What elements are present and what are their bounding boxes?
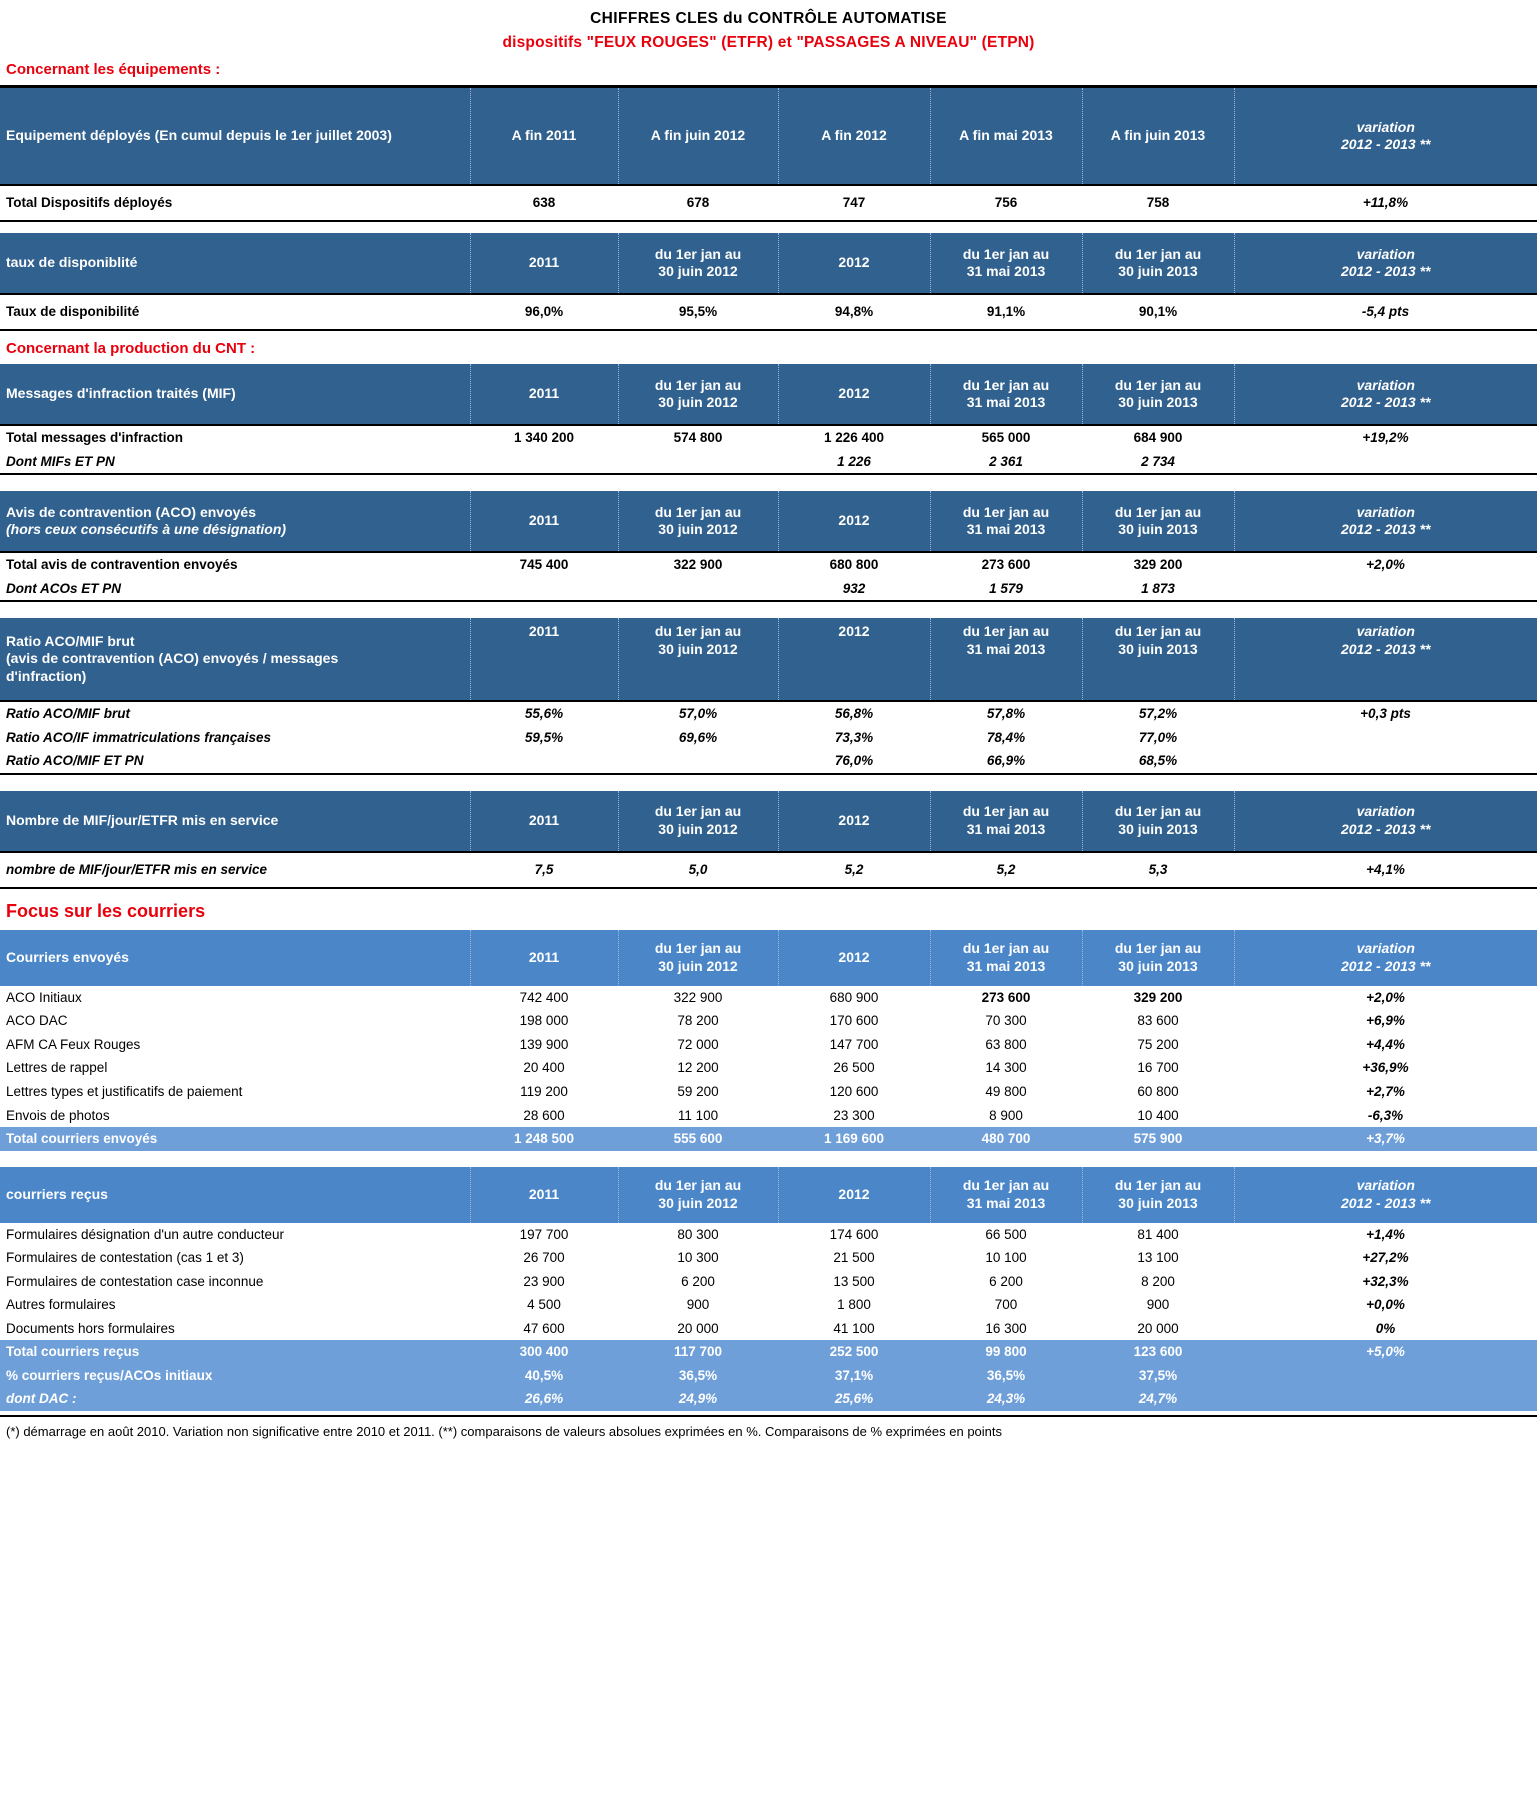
table-equipement bbox=[0, 88, 1537, 222]
table-header-row bbox=[0, 88, 1537, 185]
header-col-variation: variation 2012 - 2013 ** bbox=[1234, 88, 1537, 185]
row-value-2: 57,0% bbox=[678, 706, 718, 722]
row-value-3: 25,6% bbox=[778, 1387, 930, 1411]
table-row bbox=[0, 701, 1537, 726]
row-value-4: 5,2 bbox=[996, 862, 1016, 878]
header-label: Messages d'infraction traités (MIF) bbox=[0, 364, 470, 425]
header-col-variation: variation 2012 - 2013 ** bbox=[1234, 233, 1537, 294]
row-value-5: 16 700 bbox=[1137, 1060, 1179, 1076]
row-value-3: 147 700 bbox=[829, 1036, 879, 1052]
row-value-3: 41 100 bbox=[833, 1320, 875, 1336]
table-total-row bbox=[0, 1387, 1537, 1411]
table-row bbox=[0, 185, 1537, 221]
header-col-3: 2012 bbox=[778, 233, 930, 294]
row-value-2: 80 300 bbox=[677, 1226, 719, 1242]
row-value-3: 5,2 bbox=[844, 862, 864, 878]
section-caption-equipements: Concernant les équipements : bbox=[6, 61, 221, 78]
row-value-4: 756 bbox=[994, 195, 1018, 211]
table-row bbox=[0, 425, 1537, 450]
table-aco bbox=[0, 491, 1537, 602]
header-col-2: A fin juin 2012 bbox=[618, 88, 778, 185]
row-label: ACO DAC bbox=[6, 1013, 68, 1029]
row-value-4: 8 900 bbox=[989, 1107, 1023, 1123]
row-value-2: 555 600 bbox=[618, 1127, 778, 1151]
row-value-5: 60 800 bbox=[1137, 1084, 1179, 1100]
row-value-1 bbox=[470, 577, 618, 602]
row-variation bbox=[1234, 726, 1537, 750]
row-value-3: 1 169 600 bbox=[778, 1127, 930, 1151]
row-variation: 0% bbox=[1375, 1320, 1396, 1336]
header-col-2: du 1er jan au 30 juin 2012 bbox=[618, 618, 778, 701]
row-value-5: 5,3 bbox=[1148, 862, 1168, 878]
header-col-3: 2012 bbox=[778, 491, 930, 552]
row-label: nombre de MIF/jour/ETFR mis en service bbox=[6, 862, 268, 878]
row-variation: +6,9% bbox=[1366, 1013, 1405, 1029]
row-label: Formulaires de contestation (cas 1 et 3) bbox=[6, 1250, 244, 1266]
header-col-4: du 1er jan au 31 mai 2013 bbox=[930, 364, 1082, 425]
header-col-1: 2011 bbox=[470, 364, 618, 425]
row-value-1: 59,5% bbox=[524, 729, 564, 745]
row-value-5: 20 000 bbox=[1137, 1320, 1179, 1336]
table-row bbox=[0, 1223, 1537, 1247]
row-variation: +32,3% bbox=[1362, 1273, 1409, 1289]
row-value-1: 638 bbox=[532, 195, 556, 211]
row-label: Taux de disponibilité bbox=[6, 304, 140, 320]
header-label: Courriers envoyés bbox=[0, 930, 470, 986]
table-row bbox=[0, 450, 1537, 475]
row-label: Total courriers envoyés bbox=[0, 1127, 470, 1151]
row-label: Lettres de rappel bbox=[6, 1060, 108, 1076]
row-value-5: 575 900 bbox=[1082, 1127, 1234, 1151]
row-value-2: 20 000 bbox=[677, 1320, 719, 1336]
header-col-1: A fin 2011 bbox=[470, 88, 618, 185]
header-col-variation: variation 2012 - 2013 ** bbox=[1234, 791, 1537, 852]
table-row bbox=[0, 1270, 1537, 1294]
header-col-1: 2011 bbox=[470, 233, 618, 294]
table-row bbox=[0, 1033, 1537, 1057]
row-variation: +0,3 pts bbox=[1360, 706, 1411, 722]
table-row bbox=[0, 726, 1537, 750]
table-header-row bbox=[0, 491, 1537, 552]
row-value-5: 75 200 bbox=[1137, 1036, 1179, 1052]
row-value-3: 76,0% bbox=[834, 753, 874, 769]
row-label: % courriers reçus/ACOs initiaux bbox=[0, 1364, 470, 1388]
row-value-3: 56,8% bbox=[834, 706, 874, 722]
row-value-5: 13 100 bbox=[1137, 1250, 1179, 1266]
row-value-4: 565 000 bbox=[981, 430, 1031, 445]
header-label: Avis de contravention (ACO) envoyés (hors ceux consécutifs à une désignation) bbox=[0, 491, 470, 552]
row-variation: +0,0% bbox=[1366, 1297, 1405, 1313]
row-variation bbox=[1234, 577, 1537, 602]
row-label: Envois de photos bbox=[6, 1107, 110, 1123]
row-value-4: 66 500 bbox=[985, 1226, 1027, 1242]
row-variation: -5,4 pts bbox=[1361, 304, 1410, 320]
row-value-4: 63 800 bbox=[985, 1036, 1027, 1052]
row-value-4: 57,8% bbox=[986, 706, 1026, 722]
row-value-5: 8 200 bbox=[1141, 1273, 1175, 1289]
table-row bbox=[0, 1080, 1537, 1104]
row-value-2 bbox=[618, 577, 778, 602]
row-value-4: 99 800 bbox=[930, 1340, 1082, 1364]
row-value-5: 77,0% bbox=[1138, 729, 1178, 745]
header-col-5: du 1er jan au 30 juin 2013 bbox=[1082, 930, 1234, 986]
table-courriers-recus bbox=[0, 1167, 1537, 1411]
row-variation: +4,4% bbox=[1366, 1036, 1405, 1052]
row-label: Ratio ACO/IF immatriculations françaises bbox=[6, 729, 272, 745]
row-value-2: 11 100 bbox=[677, 1107, 719, 1123]
table-mif bbox=[0, 364, 1537, 475]
header-col-2: du 1er jan au 30 juin 2012 bbox=[618, 930, 778, 986]
header-col-4: du 1er jan au 31 mai 2013 bbox=[930, 618, 1082, 701]
row-value-2: 574 800 bbox=[673, 430, 723, 445]
row-variation bbox=[1234, 1387, 1537, 1411]
header-col-1: 2011 bbox=[470, 618, 618, 701]
row-variation: +4,1% bbox=[1366, 862, 1405, 878]
header-col-2: du 1er jan au 30 juin 2012 bbox=[618, 491, 778, 552]
row-value-2: 322 900 bbox=[673, 989, 723, 1005]
row-value-1: 55,6% bbox=[524, 706, 564, 722]
row-value-3: 1 800 bbox=[837, 1297, 871, 1313]
header-col-variation: variation 2012 - 2013 ** bbox=[1234, 930, 1537, 986]
row-value-3: 21 500 bbox=[833, 1250, 875, 1266]
row-value-1: 198 000 bbox=[519, 1013, 569, 1029]
row-value-1: 197 700 bbox=[519, 1226, 569, 1242]
spacer bbox=[0, 222, 1537, 233]
row-value-5: 758 bbox=[1146, 195, 1170, 211]
header-col-4: du 1er jan au 31 mai 2013 bbox=[930, 233, 1082, 294]
row-value-4: 2 361 bbox=[989, 453, 1023, 469]
row-value-2: 678 bbox=[686, 195, 710, 211]
row-value-4: 16 300 bbox=[985, 1320, 1027, 1336]
header-col-3: 2012 bbox=[778, 791, 930, 852]
row-value-4: 10 100 bbox=[985, 1250, 1027, 1266]
table-row bbox=[0, 852, 1537, 888]
row-value-3: 120 600 bbox=[829, 1084, 879, 1100]
table-row bbox=[0, 552, 1537, 577]
header-col-variation: variation 2012 - 2013 ** bbox=[1234, 364, 1537, 425]
row-variation: +3,7% bbox=[1234, 1127, 1537, 1151]
table-header-row bbox=[0, 1167, 1537, 1223]
header-col-4: du 1er jan au 31 mai 2013 bbox=[930, 1167, 1082, 1223]
row-variation: +2,0% bbox=[1366, 989, 1405, 1005]
table-total-row bbox=[0, 1364, 1537, 1388]
table-disponibilite bbox=[0, 233, 1537, 331]
header-col-1: 2011 bbox=[470, 930, 618, 986]
document-title-block bbox=[0, 0, 1537, 52]
row-value-1: 26 700 bbox=[523, 1250, 565, 1266]
row-label: Ratio ACO/MIF ET PN bbox=[6, 753, 144, 769]
row-label: Documents hors formulaires bbox=[6, 1320, 175, 1336]
row-value-2: 72 000 bbox=[677, 1036, 719, 1052]
table-header-row bbox=[0, 233, 1537, 294]
row-value-5: 900 bbox=[1146, 1297, 1170, 1313]
row-variation: -6,3% bbox=[1367, 1107, 1404, 1123]
row-value-5: 90,1% bbox=[1138, 304, 1178, 320]
table-row bbox=[0, 1009, 1537, 1033]
row-label: Lettres types et justificatifs de paiement bbox=[6, 1084, 243, 1100]
table-row bbox=[0, 1246, 1537, 1270]
row-value-1: 28 600 bbox=[523, 1107, 565, 1123]
row-value-1: 40,5% bbox=[470, 1364, 618, 1388]
row-value-4: 1 579 bbox=[989, 580, 1023, 596]
table-row bbox=[0, 986, 1537, 1010]
row-value-3: 94,8% bbox=[834, 304, 874, 320]
row-value-5: 83 600 bbox=[1137, 1013, 1179, 1029]
header-label: Nombre de MIF/jour/ETFR mis en service bbox=[0, 791, 470, 852]
row-value-1: 742 400 bbox=[519, 989, 569, 1005]
table-header-row bbox=[0, 791, 1537, 852]
row-value-2: 322 900 bbox=[673, 557, 723, 573]
table-ratio bbox=[0, 618, 1537, 775]
row-value-5: 329 200 bbox=[1133, 557, 1183, 573]
row-value-5: 1 873 bbox=[1141, 580, 1175, 596]
table-header-row bbox=[0, 618, 1537, 701]
row-value-2: 12 200 bbox=[677, 1060, 719, 1076]
row-value-3: 932 bbox=[842, 580, 866, 596]
row-value-4: 700 bbox=[994, 1297, 1018, 1313]
row-label: Total messages d'infraction bbox=[6, 430, 184, 445]
row-value-5: 10 400 bbox=[1137, 1107, 1179, 1123]
row-value-3: 747 bbox=[842, 195, 866, 211]
row-value-5: 68,5% bbox=[1138, 753, 1178, 769]
header-col-3: 2012 bbox=[778, 930, 930, 986]
table-row bbox=[0, 1056, 1537, 1080]
row-value-2: 69,6% bbox=[678, 729, 718, 745]
document-title: CHIFFRES CLES du CONTRÔLE AUTOMATISE bbox=[590, 10, 947, 27]
header-col-3: 2012 bbox=[778, 618, 930, 701]
header-col-5: du 1er jan au 30 juin 2013 bbox=[1082, 618, 1234, 701]
header-col-5: du 1er jan au 30 juin 2013 bbox=[1082, 364, 1234, 425]
row-value-1: 96,0% bbox=[524, 304, 564, 320]
header-col-1: 2011 bbox=[470, 791, 618, 852]
header-col-5: du 1er jan au 30 juin 2013 bbox=[1082, 491, 1234, 552]
row-value-2: 36,5% bbox=[618, 1364, 778, 1388]
spacer bbox=[0, 475, 1537, 491]
row-value-5: 81 400 bbox=[1137, 1226, 1179, 1242]
row-value-3: 13 500 bbox=[833, 1273, 875, 1289]
row-value-5: 57,2% bbox=[1138, 706, 1178, 722]
row-label: Dont MIFs ET PN bbox=[6, 453, 115, 469]
row-value-2: 78 200 bbox=[677, 1013, 719, 1029]
header-col-4: du 1er jan au 31 mai 2013 bbox=[930, 791, 1082, 852]
table-row bbox=[0, 1293, 1537, 1317]
row-variation: +27,2% bbox=[1362, 1250, 1409, 1266]
row-value-5: 2 734 bbox=[1141, 453, 1175, 469]
row-value-3: 174 600 bbox=[829, 1226, 879, 1242]
table-row bbox=[0, 577, 1537, 602]
row-value-1: 300 400 bbox=[470, 1340, 618, 1364]
header-label: courriers reçus bbox=[0, 1167, 470, 1223]
section-caption-production: Concernant la production du CNT : bbox=[6, 340, 256, 357]
row-value-3: 73,3% bbox=[834, 729, 874, 745]
table-row bbox=[0, 1317, 1537, 1341]
row-label: Total courriers reçus bbox=[0, 1340, 470, 1364]
footnote: (*) démarrage en août 2010. Variation non significative entre 2010 et 2011. (**) comparaisons de valeurs absolues exprimées en %. Comparaisons de % exprimées en points bbox=[0, 1415, 1537, 1449]
row-value-1: 119 200 bbox=[520, 1084, 568, 1100]
header-col-4: du 1er jan au 31 mai 2013 bbox=[930, 491, 1082, 552]
header-label: taux de disponiblité bbox=[0, 233, 470, 294]
row-value-1: 4 500 bbox=[527, 1297, 561, 1313]
header-col-5: A fin juin 2013 bbox=[1082, 88, 1234, 185]
row-value-2 bbox=[618, 450, 778, 475]
row-value-3: 170 600 bbox=[829, 1013, 879, 1029]
row-value-1: 1 340 200 bbox=[513, 430, 575, 445]
row-value-4: 78,4% bbox=[986, 729, 1026, 745]
row-variation: +5,0% bbox=[1234, 1340, 1537, 1364]
header-col-3: 2012 bbox=[778, 364, 930, 425]
row-value-2: 5,0 bbox=[688, 862, 708, 878]
row-value-2: 6 200 bbox=[681, 1273, 715, 1289]
row-label: Autres formulaires bbox=[6, 1297, 116, 1313]
row-value-3: 1 226 400 bbox=[823, 430, 885, 445]
row-value-3: 37,1% bbox=[778, 1364, 930, 1388]
row-value-4: 66,9% bbox=[986, 753, 1026, 769]
row-value-3: 26 500 bbox=[833, 1060, 875, 1076]
row-variation: +36,9% bbox=[1362, 1060, 1409, 1076]
spacer bbox=[0, 775, 1537, 791]
row-variation: +2,7% bbox=[1366, 1084, 1405, 1100]
row-value-3: 252 500 bbox=[778, 1340, 930, 1364]
header-col-5: du 1er jan au 30 juin 2013 bbox=[1082, 233, 1234, 294]
row-value-5: 37,5% bbox=[1082, 1364, 1234, 1388]
header-col-4: A fin mai 2013 bbox=[930, 88, 1082, 185]
header-col-5: du 1er jan au 30 juin 2013 bbox=[1082, 791, 1234, 852]
row-label: AFM CA Feux Rouges bbox=[6, 1036, 141, 1052]
row-value-4: 24,3% bbox=[930, 1387, 1082, 1411]
row-value-4: 49 800 bbox=[985, 1084, 1027, 1100]
row-value-2: 10 300 bbox=[677, 1250, 719, 1266]
row-label: Ratio ACO/MIF brut bbox=[6, 706, 130, 722]
row-value-4: 14 300 bbox=[985, 1060, 1027, 1076]
row-value-1: 23 900 bbox=[523, 1273, 565, 1289]
table-total-row bbox=[0, 1340, 1537, 1364]
table-courriers-envoyes bbox=[0, 930, 1537, 1151]
row-value-4: 36,5% bbox=[930, 1364, 1082, 1388]
table-row bbox=[0, 1104, 1537, 1128]
row-value-2: 59 200 bbox=[677, 1084, 719, 1100]
row-label: Formulaires désignation d'un autre conducteur bbox=[6, 1226, 284, 1242]
spacer bbox=[0, 602, 1537, 618]
document-subtitle: dispositifs "FEUX ROUGES" (ETFR) et "PASSAGES A NIVEAU" (ETPN) bbox=[502, 34, 1035, 51]
row-variation: +2,0% bbox=[1366, 557, 1405, 573]
row-value-4: 480 700 bbox=[930, 1127, 1082, 1151]
section-caption-courriers: Focus sur les courriers bbox=[6, 900, 206, 921]
header-col-4: du 1er jan au 31 mai 2013 bbox=[930, 930, 1082, 986]
row-value-2: 95,5% bbox=[678, 304, 718, 320]
row-label: Formulaires de contestation case inconnue bbox=[6, 1273, 264, 1289]
header-col-2: du 1er jan au 30 juin 2012 bbox=[618, 233, 778, 294]
header-col-5: du 1er jan au 30 juin 2013 bbox=[1082, 1167, 1234, 1223]
spacer bbox=[0, 1151, 1537, 1167]
table-header-row bbox=[0, 364, 1537, 425]
header-col-variation: variation 2012 - 2013 ** bbox=[1234, 618, 1537, 701]
row-label: Total Dispositifs déployés bbox=[6, 195, 173, 211]
header-col-2: du 1er jan au 30 juin 2012 bbox=[618, 364, 778, 425]
header-col-2: du 1er jan au 30 juin 2012 bbox=[618, 791, 778, 852]
row-value-4: 273 600 bbox=[981, 989, 1031, 1005]
row-variation bbox=[1234, 450, 1537, 475]
row-value-1 bbox=[470, 749, 618, 774]
row-value-3: 680 900 bbox=[829, 989, 879, 1005]
row-label: Dont ACOs ET PN bbox=[6, 580, 122, 596]
header-col-variation: variation 2012 - 2013 ** bbox=[1234, 1167, 1537, 1223]
row-value-1: 1 248 500 bbox=[470, 1127, 618, 1151]
header-col-1: 2011 bbox=[470, 1167, 618, 1223]
row-value-1: 139 900 bbox=[519, 1036, 569, 1052]
row-variation: +1,4% bbox=[1366, 1226, 1405, 1242]
row-value-1: 745 400 bbox=[519, 557, 569, 573]
row-value-5: 684 900 bbox=[1133, 430, 1183, 445]
row-value-3: 680 800 bbox=[829, 557, 879, 573]
table-total-row bbox=[0, 1127, 1537, 1151]
row-value-4: 91,1% bbox=[986, 304, 1026, 320]
header-col-2: du 1er jan au 30 juin 2012 bbox=[618, 1167, 778, 1223]
header-col-3: A fin 2012 bbox=[778, 88, 930, 185]
row-value-5: 123 600 bbox=[1082, 1340, 1234, 1364]
row-label: dont DAC : bbox=[0, 1387, 470, 1411]
row-value-3: 1 226 bbox=[837, 453, 871, 469]
row-value-3: 23 300 bbox=[833, 1107, 875, 1123]
row-variation bbox=[1234, 1364, 1537, 1388]
row-value-5: 329 200 bbox=[1133, 989, 1183, 1005]
header-label: Equipement déployés (En cumul depuis le 1er juillet 2003) bbox=[0, 88, 470, 185]
row-value-2: 117 700 bbox=[618, 1340, 778, 1364]
row-value-1: 20 400 bbox=[523, 1060, 565, 1076]
row-value-1 bbox=[470, 450, 618, 475]
row-value-2: 24,9% bbox=[618, 1387, 778, 1411]
row-value-1: 7,5 bbox=[534, 862, 554, 878]
row-value-4: 273 600 bbox=[981, 557, 1031, 573]
header-col-variation: variation 2012 - 2013 ** bbox=[1234, 491, 1537, 552]
header-col-1: 2011 bbox=[470, 491, 618, 552]
row-value-2 bbox=[618, 749, 778, 774]
row-value-1: 47 600 bbox=[523, 1320, 565, 1336]
header-col-3: 2012 bbox=[778, 1167, 930, 1223]
table-header-row bbox=[0, 930, 1537, 986]
row-variation: +19,2% bbox=[1362, 430, 1409, 445]
table-mif-jour bbox=[0, 791, 1537, 889]
row-value-5: 24,7% bbox=[1082, 1387, 1234, 1411]
row-value-4: 6 200 bbox=[989, 1273, 1023, 1289]
row-value-4: 70 300 bbox=[985, 1013, 1027, 1029]
row-variation bbox=[1234, 749, 1537, 774]
row-label: ACO Initiaux bbox=[6, 989, 82, 1005]
row-label: Total avis de contravention envoyés bbox=[6, 557, 238, 573]
table-row bbox=[0, 294, 1537, 330]
row-value-2: 900 bbox=[686, 1297, 710, 1313]
header-label: Ratio ACO/MIF brut (avis de contravention (ACO) envoyés / messages d'infraction) bbox=[0, 618, 470, 701]
table-row bbox=[0, 749, 1537, 774]
row-value-1: 26,6% bbox=[470, 1387, 618, 1411]
row-variation: +11,8% bbox=[1362, 195, 1409, 211]
